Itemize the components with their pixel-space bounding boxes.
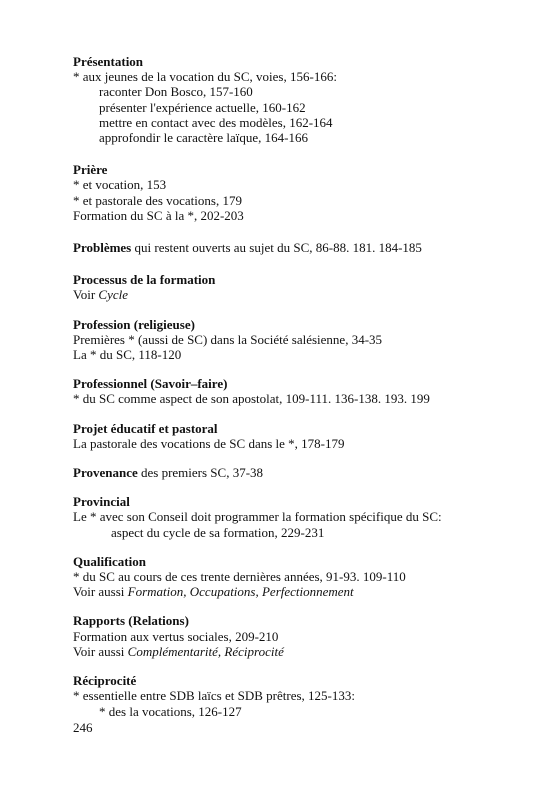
entry-line: * du SC comme aspect de son apostolat, 109-111. 136-138. 193. 199 [73, 391, 430, 407]
entry-heading: Processus de la formation [73, 272, 216, 288]
see-prefix: Voir aussi [73, 584, 128, 600]
entry-inline-text: des premiers SC, 37-38 [137, 465, 264, 481]
see-target: Formation, Occupations, Perfectionnement [127, 584, 354, 600]
entry-heading: Profession (religieuse) [73, 316, 195, 332]
entry-heading: Provincial [73, 494, 130, 510]
entry-heading: Réciprocité [73, 673, 137, 689]
see-reference [73, 287, 513, 302]
entry-subline: présenter l'expérience actuelle, 160-162 [99, 99, 306, 115]
entry-line: Formation aux vertus sociales, 209-210 [73, 628, 279, 644]
entry-inline-text: qui restent ouverts au sujet du SC, 86-88. 181. 184-185 [131, 240, 422, 256]
index-entry-problemes [73, 240, 513, 255]
index-entry-processus [73, 272, 513, 302]
entry-line: * et vocation, 153 [73, 177, 167, 193]
entry-heading: Qualification [73, 553, 146, 569]
entry-heading: Présentation [73, 54, 144, 69]
entry-heading: Projet éducatif et pastoral [73, 420, 218, 436]
entry-subline: approfondir le caractère laïque, 164-166 [99, 130, 308, 146]
entry-line: Le * avec son Conseil doit programmer la formation spécifique du SC: [73, 509, 442, 525]
entry-line: La pastorale des vocations de SC dans le *, 178-179 [73, 435, 345, 451]
entry-line [73, 465, 513, 480]
index-entry-presentation [73, 54, 513, 145]
see-prefix: Voir [73, 287, 99, 303]
entry-heading: Provenance [73, 465, 138, 481]
index-entry-professionnel [73, 376, 513, 406]
entry-subline: mettre en contact avec des modèles, 162-164 [99, 114, 333, 130]
index-entry-profession [73, 317, 513, 363]
entry-line: La * du SC, 118-120 [73, 347, 182, 363]
entry-line: * essentielle entre SDB laïcs et SDB prêtres, 125-133: [73, 688, 355, 704]
index-page [73, 54, 513, 733]
entry-heading: Problèmes [73, 240, 132, 256]
entry-subline: raconter Don Bosco, 157-160 [99, 84, 253, 100]
index-entry-reciprocite [73, 673, 513, 719]
entry-line [73, 240, 513, 255]
see-prefix: Voir aussi [73, 643, 128, 659]
entry-heading: Rapports (Relations) [73, 613, 189, 629]
entry-line: * et pastorale des vocations, 179 [73, 192, 242, 208]
index-entry-rapports [73, 613, 513, 659]
entry-subline: * des la vocations, 126-127 [99, 703, 242, 719]
index-entry-priere [73, 162, 513, 223]
entry-heading: Prière [73, 162, 108, 178]
index-entry-qualification [73, 554, 513, 600]
index-entry-provincial [73, 494, 513, 540]
see-reference [73, 584, 513, 599]
entry-line: * aux jeunes de la vocation du SC, voies, 156-166: [73, 69, 337, 85]
entry-line: Formation du SC à la *, 202-203 [73, 207, 244, 223]
see-reference [73, 644, 513, 659]
see-target: Cycle [98, 287, 128, 303]
entry-heading: Professionnel (Savoir–faire) [73, 376, 228, 392]
entry-line: Premières * (aussi de SC) dans la Société salésienne, 34-35 [73, 331, 383, 347]
index-entry-provenance [73, 465, 513, 480]
entry-line: * du SC au cours de ces trente dernières années, 91-93. 109-110 [73, 569, 406, 585]
entry-continuation: aspect du cycle de sa formation, 229-231 [111, 524, 325, 540]
see-target: Complémentarité, Réciprocité [127, 643, 284, 659]
index-entry-projet [73, 421, 513, 451]
page-number: 246 [73, 720, 93, 735]
